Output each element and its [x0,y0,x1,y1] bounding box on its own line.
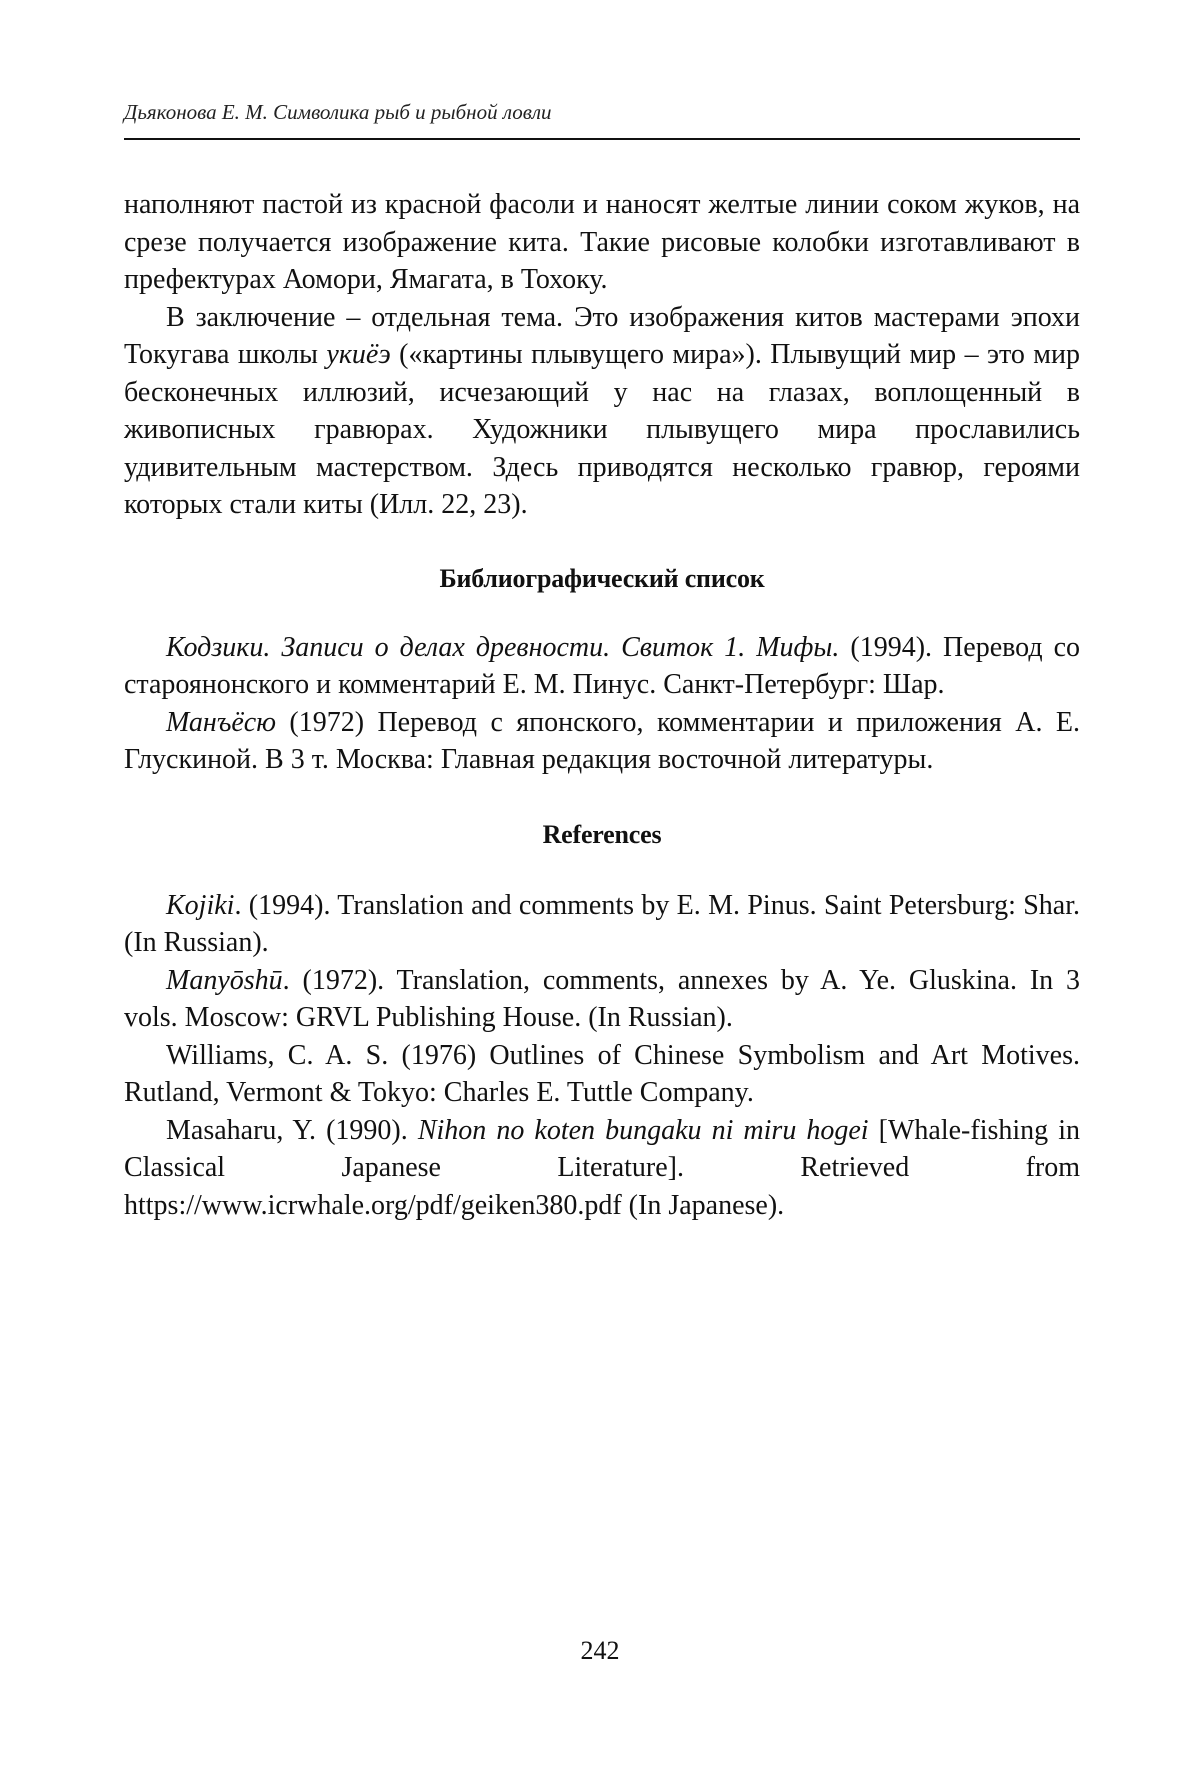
reference-entry [124,887,1080,962]
reference-entry-details: . (1994). Translation and comments by E. M. Pinus. Saint Petersburg: Shar. (In Russian). [124,889,1080,958]
reference-entry [124,962,1080,1037]
bibliography-entry-details: (1972) Перевод с японского, комментарии и приложения А. Е. Глускиной. В 3 т. Москва: Главная редакция восточной литературы. [124,706,1080,775]
page-number: 242 [580,1636,620,1665]
term-ukiyoe: укиёэ [326,339,391,370]
running-header: Дьяконова Е. М. Символика рыб и рыбной ловли [124,100,552,124]
body-paragraph-1: наполняют пастой из красной фасоли и наносят желтые линии соком жуков, на срезе получается изображение кита. Такие рисовые колобки изготавливают в префектурах Аомори, Ямагата, в Тохоку. [124,189,1080,295]
reference-entry: Williams, C. A. S. (1976) Outlines of Chinese Symbolism and Art Motives. Rutland, Vermont & Tokyo: Charles E. Tuttle Company. [124,1039,1080,1108]
body-paragraph-2-end: («картины плывущего мира»). Плывущий мир – это мир бесконечных иллюзий, исчезающий у нас на глазах, воплощенный в живописных гравюрах. Художники плывущего мира прославились удивительным мастерством. Здесь приводятся несколько гравюр, героями которых стали киты (Илл. 22, 23). [124,339,1081,520]
body-paragraph-2 [124,299,1080,524]
body-text [124,186,1080,1224]
reference-entry-title: Manyōshū [166,964,283,996]
references-heading: References [542,819,662,849]
header-rule [124,138,1080,140]
reference-entry-title: Kojiki [166,889,235,921]
reference-entry-title: Nihon no koten bungaku ni miru hogei [417,1114,869,1146]
bibliography-heading: Библиографический список [439,563,765,593]
bibliography-entry [124,704,1080,779]
reference-entry-details: . (1972). Translation, comments, annexes by A. Ye. Gluskina. In 3 vols. Moscow: GRVL Publishing House. (In Russian). [124,964,1080,1033]
reference-entry-details: [Whale-fishing in Classical Japanese Literature]. Retrieved from https://www.icrwhale.org/pdf/geiken380.pdf (In Japanese). [124,1114,1080,1221]
bibliography-entry [124,629,1080,704]
bibliography-entry-title: Манъёсю [166,706,276,738]
bibliography-entry-details: (1994). Перевод со староянонского и комментарий Е. М. Пинус. Санкт-Петербург: Шар. [124,631,1081,700]
body-paragraph-2-start: В заключение – отдельная тема. Это изображения китов мастерами эпохи Токугава школы [124,301,1080,370]
bibliography-entry-title: Кодзики. Записи о делах древности. Свиток 1. Мифы. [166,631,840,663]
reference-entry-author: Masaharu, Y. (1990). [166,1114,418,1146]
reference-entry [124,1112,1080,1225]
